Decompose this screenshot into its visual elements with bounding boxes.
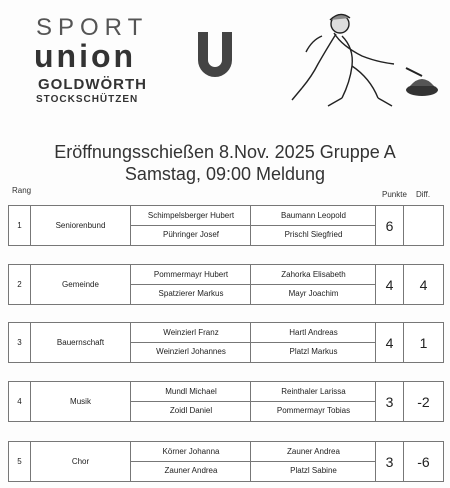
union-u-icon	[194, 30, 236, 82]
player-name: Pommermayr Hubert	[153, 270, 229, 279]
player-name: Baumann Leopold	[281, 211, 346, 220]
ranking-row	[8, 381, 444, 422]
diff-cell: -2	[417, 393, 430, 410]
player-name: Zahorka Elisabeth	[281, 270, 346, 279]
event-subtitle: Samstag, 09:00 Meldung	[124, 164, 326, 184]
points-cell: 3	[376, 442, 404, 481]
player-name: Spatzierer Markus	[158, 289, 224, 298]
diff-cell	[404, 206, 443, 245]
logo-sport-text: SPORT	[36, 14, 149, 41]
event-title: Eröffnungsschießen 8.Nov. 2025 Gruppe A	[54, 142, 396, 162]
player-name: Prischl Siegfried	[284, 230, 343, 239]
ranking-row	[8, 264, 444, 305]
points-cell: 6	[376, 206, 404, 245]
diff-cell: 4	[419, 276, 428, 293]
ranking-row	[8, 441, 444, 482]
player-name: Platzl Sabine	[290, 466, 337, 475]
diff-cell: -6	[417, 453, 430, 470]
group-cell: Musik	[31, 382, 131, 421]
rank-cell: 1	[9, 206, 31, 245]
logo-stockschuetzen-text: STOCKSCHÜTZEN	[36, 94, 139, 105]
player-name: Zauner Andrea	[164, 466, 218, 475]
group-cell: Bauernschaft	[31, 323, 131, 362]
player-name: Platzl Markus	[289, 347, 338, 356]
player-name: Schimpelsberger Hubert	[147, 211, 235, 220]
player-name: Mayr Joachim	[288, 289, 339, 298]
player-name: Hartl Andreas	[289, 328, 338, 337]
rank-cell: 5	[9, 442, 31, 481]
logo-goldwoerth-text: GOLDWÖRTH	[38, 76, 147, 93]
player-name: Mundl Michael	[165, 387, 217, 396]
player-name: Körner Johanna	[162, 447, 220, 456]
points-header: Punkte	[382, 190, 407, 199]
group-cell: Chor	[31, 442, 131, 481]
player-name: Weinzierl Franz	[163, 328, 219, 337]
ranking-row	[8, 205, 444, 246]
diff-cell: 1	[419, 334, 428, 351]
diff-header: Diff.	[416, 190, 431, 199]
group-cell: Seniorenbund	[31, 206, 131, 245]
logo-union-text: union	[34, 38, 137, 74]
rank-cell: 3	[9, 323, 31, 362]
rank-cell: 4	[9, 382, 31, 421]
ranking-row	[8, 322, 444, 363]
player-name: Pühringer Josef	[162, 230, 220, 239]
player-name: Zauner Andrea	[287, 447, 340, 456]
group-cell: Gemeinde	[31, 265, 131, 304]
points-cell: 4	[376, 323, 404, 362]
club-logo	[30, 12, 210, 105]
rank-cell: 2	[9, 265, 31, 304]
player-name: Zoidl Daniel	[169, 406, 213, 415]
points-cell: 4	[376, 265, 404, 304]
player-name: Pommermayr Tobias	[276, 406, 351, 415]
player-name: Weinzierl Johannes	[156, 347, 226, 356]
player-name: Reinthaler Larissa	[281, 387, 346, 396]
curler-illustration-icon	[282, 6, 442, 116]
points-cell: 3	[376, 382, 404, 421]
rank-header: Rang	[12, 186, 32, 195]
